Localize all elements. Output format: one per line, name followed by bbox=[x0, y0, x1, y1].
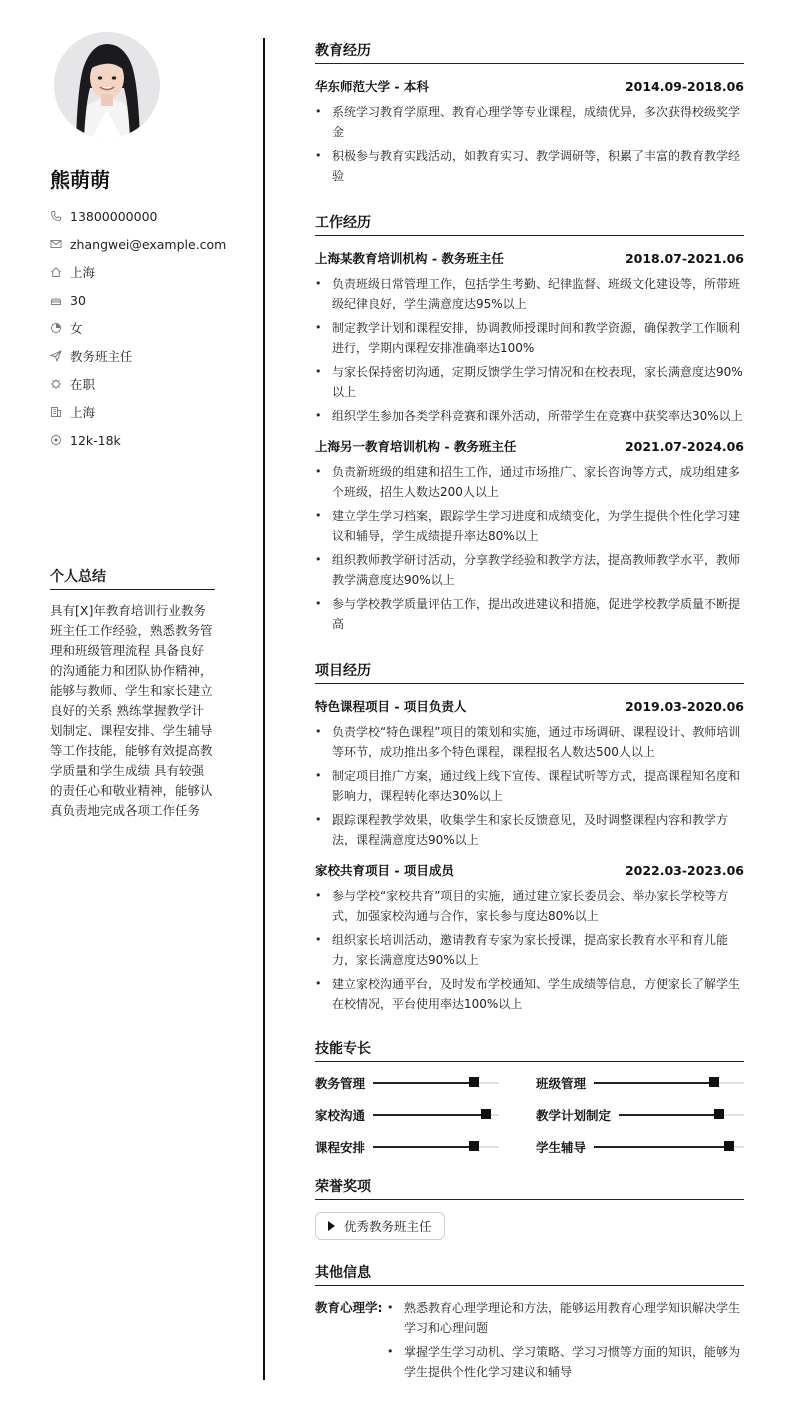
section-title: 技能专长 bbox=[315, 1038, 744, 1062]
info-city bbox=[50, 258, 250, 286]
entry-header bbox=[315, 248, 744, 268]
skill-bar-knob bbox=[469, 1141, 479, 1151]
bullet-item: • 建立家校沟通平台，及时发布学校通知、学生成绩等信息，方便家长了解学生在校情况，平台使用率达100%以上 bbox=[315, 974, 744, 1014]
bullet-item: • 负责学校“特色课程”项目的策划和实施，通过市场调研、课程设计、教师培训等环节，成功推出多个特色课程，课程报名人数达500人以上 bbox=[315, 722, 744, 762]
education-section bbox=[315, 40, 744, 186]
bullet-item: • 熟悉教育心理学理论和方法，能够运用教育心理学知识解决学生学习和心理问题 bbox=[387, 1298, 744, 1338]
bullet-item: • 参与学校“家校共育”项目的实施，通过建立家长委员会、举办家长学校等方式，加强家校沟通与合作，家长参与度达80%以上 bbox=[315, 886, 744, 926]
bullet-list bbox=[315, 102, 744, 186]
bullet-item: • 跟踪课程教学效果，收集学生和家长反馈意见，及时调整课程内容和教学方法，课程满意度达90%以上 bbox=[315, 810, 744, 850]
skill-item bbox=[536, 1074, 744, 1092]
bullet-list bbox=[315, 462, 744, 634]
skill-bar bbox=[373, 1146, 499, 1148]
entry-header bbox=[315, 860, 744, 880]
skill-bar-knob bbox=[469, 1077, 479, 1087]
work-section bbox=[315, 212, 744, 634]
section-title: 其他信息 bbox=[315, 1262, 744, 1286]
contact-info bbox=[50, 202, 250, 454]
info-gender bbox=[50, 314, 250, 342]
projects-section bbox=[315, 660, 744, 1014]
bullet-item: • 组织学生参加各类学科竞赛和课外活动，所带学生在竞赛中获奖率达30%以上 bbox=[315, 406, 744, 426]
bullet-list bbox=[315, 722, 744, 850]
phone-icon bbox=[50, 210, 62, 222]
bullet-item: • 掌握学生学习动机、学习策略、学习习惯等方面的知识，能够为学生提供个性化学习建议和辅导 bbox=[387, 1342, 744, 1382]
info-value: zhangwei@example.com bbox=[70, 236, 227, 252]
skill-bar-fill bbox=[373, 1082, 474, 1084]
skill-bar bbox=[373, 1114, 499, 1116]
skill-name: 班级管理 bbox=[536, 1076, 587, 1091]
skills-grid bbox=[315, 1074, 744, 1156]
skill-name: 课程安排 bbox=[315, 1140, 366, 1155]
bullet-list bbox=[315, 274, 744, 426]
info-age bbox=[50, 286, 250, 314]
info-work-city bbox=[50, 398, 250, 426]
entry-header bbox=[315, 436, 744, 456]
entry-date: 2018.07-2021.06 bbox=[624, 250, 744, 266]
section-title: 项目经历 bbox=[315, 660, 744, 684]
entry-name: 上海某教育培训机构 - 教务班主任 bbox=[315, 251, 504, 266]
info-value: 上海 bbox=[70, 265, 96, 280]
skill-item bbox=[315, 1138, 536, 1156]
bullet-list bbox=[315, 886, 744, 1014]
mail-icon bbox=[50, 238, 62, 250]
skill-bar-fill bbox=[594, 1082, 714, 1084]
bullet-list bbox=[387, 1298, 744, 1386]
main-content bbox=[315, 40, 744, 1386]
skill-bar-knob bbox=[714, 1109, 724, 1119]
other-section bbox=[315, 1262, 744, 1386]
avatar bbox=[54, 32, 160, 138]
bullet-item: • 积极参与教育实践活动，如教育实习、教学调研等，积累了丰富的教育教学经验 bbox=[315, 146, 744, 186]
info-value: 12k-18k bbox=[70, 432, 121, 448]
skill-item bbox=[536, 1138, 744, 1156]
skill-bar-knob bbox=[709, 1077, 719, 1087]
skill-name: 教学计划制定 bbox=[536, 1108, 612, 1123]
info-value: 女 bbox=[70, 321, 83, 336]
bullet-item: • 负责班级日常管理工作，包括学生考勤、纪律监督、班级文化建设等，所带班级纪律良好，学生满意度达95%以上 bbox=[315, 274, 744, 314]
info-salary bbox=[50, 426, 250, 454]
bullet-item: • 组织教师教学研讨活动，分享教学经验和教学方法，提高教师教学水平，教师教学满意度达90%以上 bbox=[315, 550, 744, 590]
info-value: 13800000000 bbox=[70, 208, 158, 224]
bullet-item: • 制定教学计划和课程安排，协调教师授课时间和教学资源，确保教学工作顺利进行，学期内课程安排准确率达100% bbox=[315, 318, 744, 358]
skill-bar-fill bbox=[619, 1114, 719, 1116]
skill-bar-fill bbox=[373, 1114, 486, 1116]
skill-bar bbox=[619, 1114, 744, 1116]
play-icon bbox=[328, 1221, 335, 1231]
cake-icon bbox=[50, 294, 62, 306]
gender-icon bbox=[50, 322, 62, 334]
skills-section bbox=[315, 1038, 744, 1156]
bullet-item: • 组织家长培训活动，邀请教育专家为家长授课，提高家长教育水平和育儿能力，家长满意度达90%以上 bbox=[315, 930, 744, 970]
send-icon bbox=[50, 350, 62, 362]
profile-name: 熊萌萌 bbox=[50, 168, 110, 192]
entry-date: 2021.07-2024.06 bbox=[624, 438, 744, 454]
info-value: 教务班主任 bbox=[70, 349, 133, 364]
award-badge bbox=[315, 1212, 445, 1240]
entry-date: 2022.03-2023.06 bbox=[624, 862, 744, 878]
section-title: 荣誉奖项 bbox=[315, 1176, 744, 1200]
skill-bar-knob bbox=[481, 1109, 491, 1119]
entry-name: 上海另一教育培训机构 - 教务班主任 bbox=[315, 439, 517, 454]
bullet-item: • 负责新班级的组建和招生工作，通过市场推广、家长咨询等方式，成功组建多个班级，招生人数达200人以上 bbox=[315, 462, 744, 502]
summary-title: 个人总结 bbox=[50, 566, 215, 590]
info-value: 在职 bbox=[70, 377, 96, 392]
skill-item bbox=[536, 1106, 744, 1124]
info-phone bbox=[50, 202, 250, 230]
skill-name: 教务管理 bbox=[315, 1076, 366, 1091]
section-title: 工作经历 bbox=[315, 212, 744, 236]
salary-icon bbox=[50, 434, 62, 446]
entry-header bbox=[315, 76, 744, 96]
info-status bbox=[50, 370, 250, 398]
entry-header bbox=[315, 696, 744, 716]
entry-name: 家校共育项目 - 项目成员 bbox=[315, 863, 454, 878]
skill-name: 学生辅导 bbox=[536, 1140, 587, 1155]
info-position bbox=[50, 342, 250, 370]
awards-section bbox=[315, 1176, 744, 1240]
home-icon bbox=[50, 266, 62, 278]
info-value: 30 bbox=[70, 292, 86, 308]
other-row bbox=[315, 1298, 744, 1386]
skill-name: 家校沟通 bbox=[315, 1108, 366, 1123]
other-label: 教育心理学: bbox=[315, 1300, 383, 1315]
info-email bbox=[50, 230, 250, 258]
bullet-item: • 参与学校教学质量评估工作，提出改进建议和措施，促进学校教学质量不断提高 bbox=[315, 594, 744, 634]
bullet-item: • 与家长保持密切沟通，定期反馈学生学习情况和在校表现，家长满意度达90%以上 bbox=[315, 362, 744, 402]
entry-date: 2014.09-2018.06 bbox=[624, 78, 744, 94]
skill-item bbox=[315, 1074, 536, 1092]
summary-text: 具有[X]年教育培训行业教务班主任工作经验，熟悉教务管理和班级管理流程 具备良好的沟通能力和团队协作精神，能够与教师、学生和家长建立良好的关系 熟练掌握教学计划制定、课程安排、学生辅导等工作技能，能够有效提高教学质量和学生成绩 具有较强的责任心和敬业精神，能够认真负责地完成各项工作任务 bbox=[50, 603, 213, 818]
entry-name: 华东师范大学 - 本科 bbox=[315, 79, 429, 94]
building-icon bbox=[50, 406, 62, 418]
skill-bar-fill bbox=[373, 1146, 474, 1148]
entry-date: 2019.03-2020.06 bbox=[624, 698, 744, 714]
bullet-item: • 建立学生学习档案，跟踪学生学习进度和成绩变化，为学生提供个性化学习建议和辅导，学生成绩提升率达80%以上 bbox=[315, 506, 744, 546]
skill-bar-knob bbox=[724, 1141, 734, 1151]
entry-name: 特色课程项目 - 项目负责人 bbox=[315, 699, 467, 714]
info-value: 上海 bbox=[70, 405, 96, 420]
skill-bar-fill bbox=[594, 1146, 729, 1148]
section-title: 教育经历 bbox=[315, 40, 744, 64]
skill-bar bbox=[594, 1146, 744, 1148]
column-divider bbox=[263, 38, 265, 1380]
bullet-item: • 制定项目推广方案，通过线上线下宣传、课程试听等方式，提高课程知名度和影响力，课程转化率达30%以上 bbox=[315, 766, 744, 806]
skill-bar bbox=[594, 1082, 744, 1084]
skill-bar bbox=[373, 1082, 499, 1084]
bullet-item: • 系统学习教育学原理、教育心理学等专业课程，成绩优异，多次获得校级奖学金 bbox=[315, 102, 744, 142]
skill-item bbox=[315, 1106, 536, 1124]
status-icon bbox=[50, 378, 62, 390]
award-name: 优秀教务班主任 bbox=[344, 1219, 432, 1234]
